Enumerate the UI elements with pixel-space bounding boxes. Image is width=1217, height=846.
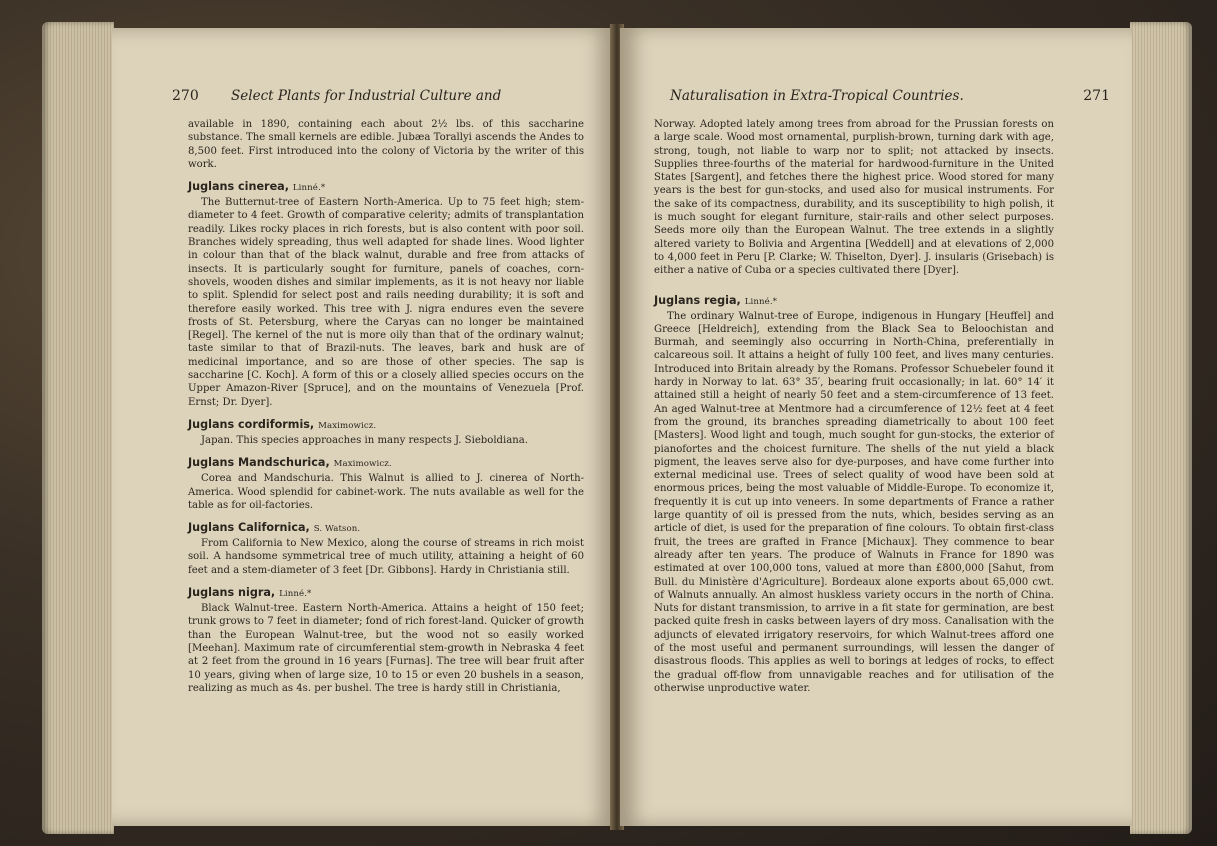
page-number: 270 (172, 88, 199, 104)
entry-heading (188, 456, 584, 471)
opening-paragraph: Norway. Adopted lately among trees from abroad for the Prussian forests on a large scale. Wood most ornamental, purplish-brown, turning dark with age, strong, tough, not liable to warp nor to split; not attacked by insects. Supplies three-fourths of the material for hardwood-furniture in the United States [Sargent], and fetches there the highest price. Wood stored for many years is the best for gun-stocks, and used also for musical instruments. For the sake of its compactness, durability, and its susceptibility to high polish, it is much sought for elegant furniture, stair-rails and other select purposes. Seeds more oily than the European Walnut. The tree extends in a slightly altered variety to Bolivia and Argentina [Weddell] and at elevations of 2,000 to 4,000 feet in Peru [P. Clarke; W. Thiselton, Dyer]. J. insularis (Grisebach) is either a native of Cuba or a species cultivated there [Dyer]. (654, 119, 1054, 277)
entry-authority: Linné.* (744, 296, 778, 307)
entry-text: From California to New Mexico, along the course of streams in rich moist soil. A handsome symmetrical tree of much utility, attaining a height of 60 feet and a stem-diameter of 3 feet [Dr. Gibbons]. Hardy in Christiania still. (188, 538, 584, 576)
entry-heading (654, 294, 1054, 309)
entry-name: Juglans nigra, (188, 586, 276, 600)
right-page (620, 28, 1132, 826)
left-page-body (188, 118, 584, 695)
running-title: Naturalisation in Extra-Tropical Countries. (670, 88, 964, 104)
entry-text: The ordinary Walnut-tree of Europe, indigenous in Hungary [Heuffel] and Greece [Heldreich], extending from the Black Sea to Beloochistan and Burmah, and seemingly also occurring in North-China, preferentially in calcareous soil. It attains a height of fully 100 feet, and lives many centuries. Introduced into Britain already by the Romans. Professor Schuebeler found it hardy in Norway to lat. 63° 35′, bearing fruit occasionally; in lat. 60° 14′ it attained still a height of nearly 50 feet and a stem-circumference of 13 feet. An aged Walnut-tree at Mentmore had a circumference of 12½ feet at 4 feet from the ground, its branches spreading diametrically to about 100 feet [Masters]. Wood light and tough, much sought for gun-stocks, the exterior of pianofortes and the choicest furniture. The shells of the nut yield a black pigment, the leaves serve also for dye-purposes, and have come further into external medicinal use. Trees of select quality of wood have been sold at enormous prices, being the most valuable of Middle-Europe. To economize it, frequently it is cut up into veneers. In some departments of France a rather large quantity of oil is pressed from the nuts, which, besides serving as an article of diet, is used for the preparation of fine colours. To obtain first-class fruit, the trees are grafted in France [Michaux]. They commence to bear already after ten years. The produce of Walnuts in France for 1890 was estimated at over 100,000 tons, valued at more than £800,000 [Sahut, from Bull. du Ministère d'Agriculture]. Bordeaux alone exports about 65,000 cwt. of Walnuts annually. An almost huskless variety occurs in the north of China. Nuts for distant transmission, to arrive in a fit state for germination, are best packed quite fresh in casks between layers of dry moss. Canalisation with the adjuncts of elevated irrigatory reservoirs, for which Walnut-trees afford one of the most useful and permanent surroundings, will lessen the danger of disastrous floods. This applies as well to borings at ledges of rocks, to effect the gradual off-flow from unnavigable reaches and for utilisation of the otherwise unproductive water. (654, 310, 1054, 694)
open-book (42, 10, 1192, 840)
entry-heading (188, 521, 584, 536)
entry-authority: Maximowicz. (333, 459, 392, 470)
right-page-header (670, 88, 1110, 104)
entry-heading (188, 586, 584, 601)
entry-heading (188, 418, 584, 433)
entry-text: The Butternut-tree of Eastern North-America. Up to 75 feet high; stem-diameter to 4 feet. Growth of comparative celerity; admits of transplantation readily. Likes rocky places in rich forests, but is also content with poor soil. Branches widely spreading, thus well adapted for shade lines. Wood lighter in colour than that of the black walnut, durable and free from attacks of insects. It is particularly sought for furniture, panels of coaches, corn-shovels, wooden dishes and similar implements, as it is not heavy nor liable to split. Splendid for select post and rails needing durability; it is soft and therefore easily worked. This tree with J. nigra endures even the severe frosts of St. Petersburg, where the Caryas can no longer be maintained [Regel]. The kernel of the nut is more oily than that of the ordinary walnut; taste similar to that of Brazil-nuts. The leaves, bark and husk are of medicinal importance, and so are those of other species. The sap is saccharine [C. Koch]. A form of this or a closely allied species occurs on the Upper Amazon-River [Spruce], and on the mountains of Venezuela [Prof. Ernst; Dr. Dyer]. (188, 197, 584, 408)
entry-text: Corea and Mandschuria. This Walnut is allied to J. cinerea of North-America. Wood splendid for cabinet-work. The nuts available as well for the table as for oil-factories. (188, 473, 584, 511)
running-title: Select Plants for Industrial Culture and (231, 88, 502, 104)
left-page-header (172, 88, 592, 104)
right-page-body (654, 118, 1054, 695)
entry-authority: Maximowicz. (318, 420, 377, 431)
entry-authority: S. Watson. (313, 524, 361, 535)
entry-name: Juglans cordiformis, (188, 417, 315, 431)
entry-authority: Linné.* (279, 589, 312, 600)
entry-name: Juglans regia, (654, 293, 741, 307)
entry-text: Black Walnut-tree. Eastern North-America. Attains a height of 150 feet; trunk grows to 7 feet in diameter; fond of rich forest-land. Quicker of growth than the European Walnut-tree, but the wood not so easily worked [Meehan]. Maximum rate of circumferential stem-growth in Nebraska 4 feet at 2 feet from the ground in 16 years [Furnas]. The tree will bear fruit after 10 years, giving when of large size, 10 to 15 or even 20 bushels in a season, realizing as much as 4s. per bushel. The tree is hardy still in Christiania, (188, 603, 584, 694)
entry-authority: Linné.* (292, 183, 326, 194)
right-page-edges (1130, 22, 1192, 834)
entry-name: Juglans cinerea, (188, 180, 289, 194)
left-page (112, 28, 614, 826)
entry-name: Juglans Californica, (188, 521, 310, 535)
page-number: 271 (1083, 88, 1110, 104)
entry-name: Juglans Mandschurica, (188, 456, 330, 470)
opening-paragraph: available in 1890, containing each about 2½ lbs. of this saccharine substance. The small kernels are edible. Jubæa Torallyi ascends the Andes to 8,500 feet. First introduced into the colony of Victoria by the writer of this work. (188, 119, 584, 170)
entry-heading (188, 180, 584, 195)
entry-text: Japan. This species approaches in many respects J. Sieboldiana. (201, 434, 528, 446)
left-page-edges (42, 22, 114, 834)
